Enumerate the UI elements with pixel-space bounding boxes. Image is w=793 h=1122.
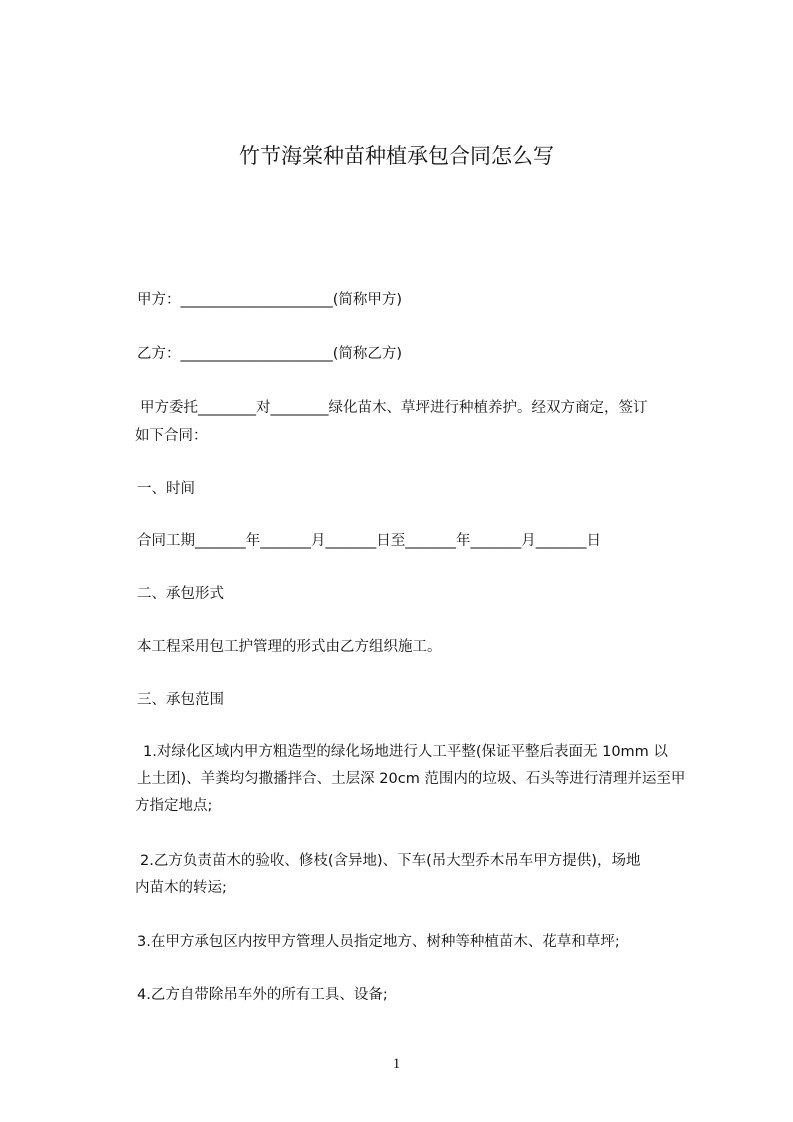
item-1-line-3: 方指定地点; bbox=[135, 798, 213, 814]
document-title: 竹节海棠种苗种植承包合同怎么写 bbox=[239, 144, 554, 168]
party-b-line: 乙方：_____________________(简称乙方) bbox=[137, 346, 403, 362]
item-2-line-2: 内苗木的转运; bbox=[135, 880, 227, 896]
item-3-line: 3.在甲方承包区内按甲方管理人员指定地方、树种等种植苗木、花草和草坪; bbox=[137, 934, 620, 950]
page-number: 1 bbox=[392, 1056, 401, 1072]
contract-form-text: 本工程采用包工护管理的形式由乙方组织施工。 bbox=[137, 639, 442, 655]
item-1-line-2: 上土团)、羊粪均匀撒播拌合、土层深 20cm 范围内的垃圾、石头等进行清理并运至甲 bbox=[137, 771, 686, 787]
section-3-heading: 三、承包范围 bbox=[137, 692, 224, 708]
contract-period-line: 合同工期_______年_______月_______日至_______年_______月_______日 bbox=[137, 533, 601, 549]
intro-paragraph-line-2: 如下合同： bbox=[135, 428, 208, 444]
intro-paragraph-line-1: 甲方委托________对________绿化苗木、草坪进行种植养护。经双方商定，签订 bbox=[140, 400, 648, 416]
section-1-heading: 一、时间 bbox=[137, 481, 195, 497]
item-2-line-1: 2.乙方负责苗木的验收、修枝(含异地)、下车(吊大型乔木吊车甲方提供)，场地 bbox=[140, 853, 641, 869]
party-a-line: 甲方：_____________________(简称甲方) bbox=[137, 292, 403, 308]
item-1-line-1: 1.对绿化区域内甲方粗造型的绿化场地进行人工平整(保证平整后表面无 10mm 以 bbox=[143, 744, 668, 760]
section-2-heading: 二、承包形式 bbox=[137, 586, 224, 602]
item-4-line: 4.乙方自带除吊车外的所有工具、设备; bbox=[137, 987, 388, 1003]
